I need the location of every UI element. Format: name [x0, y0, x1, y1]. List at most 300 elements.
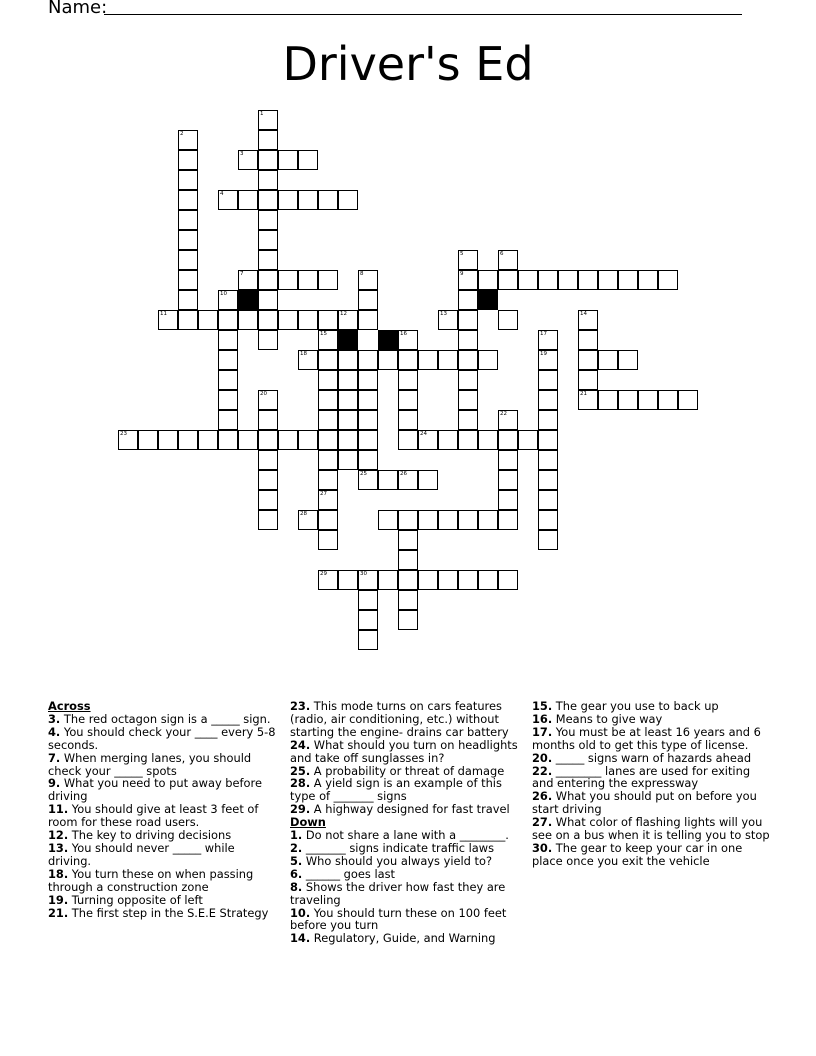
grid-cell[interactable]: [358, 630, 378, 650]
grid-cell[interactable]: [298, 270, 318, 290]
grid-cell[interactable]: [338, 370, 358, 390]
grid-cell[interactable]: [458, 370, 478, 390]
grid-cell[interactable]: [358, 370, 378, 390]
clue-text: The key to driving decisions: [68, 828, 232, 843]
grid-cell[interactable]: [458, 250, 478, 270]
grid-cell[interactable]: [538, 370, 558, 390]
clue-number: 27: [320, 491, 327, 497]
grid-cell[interactable]: [178, 150, 198, 170]
grid-cell[interactable]: [578, 270, 598, 290]
grid-cell[interactable]: [278, 270, 298, 290]
grid-cell[interactable]: [418, 510, 438, 530]
grid-cell[interactable]: [498, 430, 518, 450]
clue-number: 28: [300, 511, 307, 517]
grid-cell[interactable]: [198, 430, 218, 450]
grid-cell[interactable]: [518, 430, 538, 450]
grid-cell[interactable]: [458, 350, 478, 370]
clue-number-label: 15.: [532, 699, 553, 713]
grid-cell[interactable]: [178, 230, 198, 250]
grid-cell[interactable]: [258, 230, 278, 250]
grid-cell[interactable]: [598, 270, 618, 290]
grid-cell[interactable]: [398, 390, 418, 410]
grid-cell[interactable]: [318, 530, 338, 550]
grid-cell[interactable]: [258, 110, 278, 130]
clue-number: 22: [500, 411, 507, 417]
clue-text: You must be at least 16 years and 6 months old to get this type of license.: [532, 724, 761, 752]
grid-cell[interactable]: [498, 490, 518, 510]
grid-cell[interactable]: [178, 250, 198, 270]
grid-cell[interactable]: [218, 430, 238, 450]
grid-cell[interactable]: [358, 430, 378, 450]
clue-text: Shows the driver how fast they are traveling: [290, 879, 506, 907]
clue-text: ________ lanes are used for exiting and entering the expressway: [532, 763, 751, 791]
clue-item: [48, 752, 276, 778]
grid-cell[interactable]: [518, 270, 538, 290]
grid-cell[interactable]: [578, 370, 598, 390]
clues-column-3: [532, 700, 772, 868]
grid-cell[interactable]: [258, 430, 278, 450]
grid-cell[interactable]: [358, 450, 378, 470]
clue-text: Who should you always yield to?: [302, 853, 493, 868]
clue-text: You should never _____ while driving.: [48, 840, 235, 868]
grid-cell[interactable]: [298, 510, 318, 530]
grid-cell[interactable]: [178, 430, 198, 450]
clue-number-label: 30.: [532, 840, 553, 855]
clue-number-label: 8.: [290, 879, 303, 894]
grid-cell[interactable]: [658, 390, 678, 410]
grid-cell[interactable]: [258, 490, 278, 510]
grid-cell[interactable]: [258, 130, 278, 150]
grid-cell[interactable]: [398, 470, 418, 490]
grid-cell[interactable]: [458, 270, 478, 290]
grid-cell[interactable]: [358, 470, 378, 490]
clue-number: 26: [400, 471, 407, 477]
grid-cell[interactable]: [178, 190, 198, 210]
clue-text: What should you turn on headlights and take off sunglasses in?: [290, 737, 518, 765]
grid-cell[interactable]: [178, 270, 198, 290]
grid-cell[interactable]: [498, 270, 518, 290]
clue-item: [290, 777, 522, 803]
grid-cell[interactable]: [258, 170, 278, 190]
grid-cell[interactable]: [538, 410, 558, 430]
grid-cell[interactable]: [318, 470, 338, 490]
clue-number-label: 20.: [532, 750, 553, 765]
clue-number-label: 17.: [532, 724, 553, 739]
grid-cell[interactable]: [498, 470, 518, 490]
grid-cell[interactable]: [258, 390, 278, 410]
clue-item: [48, 842, 276, 868]
grid-cell[interactable]: [198, 310, 218, 330]
down-heading: Down: [290, 815, 326, 830]
grid-cell[interactable]: [158, 310, 178, 330]
grid-cell[interactable]: [418, 470, 438, 490]
grid-cell[interactable]: [458, 510, 478, 530]
clue-number-label: 3.: [48, 711, 61, 726]
grid-cell[interactable]: [358, 590, 378, 610]
clue-text: The red octagon sign is a _____ sign.: [60, 711, 271, 726]
clue-number: 5: [460, 251, 464, 257]
clue-number-label: 5.: [290, 853, 303, 868]
grid-cell[interactable]: [138, 430, 158, 450]
grid-cell[interactable]: [378, 510, 398, 530]
clue-number: 17: [540, 331, 547, 337]
grid-cell[interactable]: [398, 610, 418, 630]
grid-cell[interactable]: [338, 430, 358, 450]
clue-item: [48, 868, 276, 894]
grid-cell[interactable]: [378, 470, 398, 490]
grid-cell[interactable]: [478, 270, 498, 290]
grid-cell[interactable]: [158, 430, 178, 450]
clue-number: 29: [320, 571, 327, 577]
grid-cell[interactable]: [378, 350, 398, 370]
grid-cell[interactable]: [358, 570, 378, 590]
clue-number-label: 22.: [532, 763, 553, 778]
clue-item: [532, 726, 772, 752]
grid-cell[interactable]: [398, 410, 418, 430]
black-cell: [238, 290, 258, 310]
grid-cell[interactable]: [398, 430, 418, 450]
clue-item: [290, 700, 522, 739]
grid-cell[interactable]: [678, 390, 698, 410]
clue-text: What you should put on before you start driving: [532, 789, 757, 817]
grid-cell[interactable]: [458, 310, 478, 330]
grid-cell[interactable]: [318, 430, 338, 450]
clue-number-label: 25.: [290, 763, 311, 778]
grid-cell[interactable]: [618, 350, 638, 370]
grid-cell[interactable]: [218, 330, 238, 350]
clue-text: This mode turns on cars features (radio, air conditioning, etc.) without starting the engine- drains car battery: [290, 699, 509, 739]
clue-number: 2: [180, 131, 184, 137]
grid-cell[interactable]: [278, 150, 298, 170]
clue-number: 11: [160, 311, 167, 317]
clue-number-label: 6.: [290, 866, 303, 881]
grid-cell[interactable]: [578, 310, 598, 330]
clue-number-label: 12.: [48, 828, 69, 843]
grid-cell[interactable]: [238, 150, 258, 170]
grid-cell[interactable]: [178, 170, 198, 190]
grid-cell[interactable]: [478, 510, 498, 530]
grid-cell[interactable]: [498, 570, 518, 590]
grid-cell[interactable]: [318, 330, 338, 350]
grid-cell[interactable]: [358, 390, 378, 410]
grid-cell[interactable]: [318, 190, 338, 210]
grid-cell[interactable]: [338, 570, 358, 590]
grid-cell[interactable]: [218, 350, 238, 370]
clue-text: _______ signs indicate traffic laws: [302, 840, 495, 855]
clue-text: The gear to keep your car in one place once you exit the vehicle: [532, 840, 743, 868]
grid-cell[interactable]: [538, 270, 558, 290]
clue-text: The gear you use to back up: [552, 699, 719, 713]
grid-cell[interactable]: [258, 210, 278, 230]
clue-text: You should turn these on 100 feet before you turn: [290, 905, 507, 933]
grid-cell[interactable]: [258, 310, 278, 330]
grid-cell[interactable]: [338, 190, 358, 210]
clue-text: Do not share a lane with a ________.: [302, 828, 509, 843]
grid-cell[interactable]: [398, 350, 418, 370]
grid-cell[interactable]: [458, 430, 478, 450]
clue-number: 4: [220, 191, 224, 197]
grid-cell[interactable]: [398, 590, 418, 610]
clue-text: You should give at least 3 feet of room for these road users.: [48, 802, 259, 830]
grid-cell[interactable]: [278, 190, 298, 210]
grid-cell[interactable]: [318, 370, 338, 390]
clue-number: 1: [260, 111, 264, 117]
clue-number: 3: [240, 151, 244, 157]
grid-cell[interactable]: [458, 570, 478, 590]
clue-number-label: 11.: [48, 802, 69, 817]
grid-cell[interactable]: [398, 370, 418, 390]
grid-cell[interactable]: [178, 130, 198, 150]
grid-cell[interactable]: [178, 290, 198, 310]
grid-cell[interactable]: [258, 270, 278, 290]
clue-number-label: 10.: [290, 905, 311, 920]
grid-cell[interactable]: [438, 430, 458, 450]
clue-number: 23: [120, 431, 127, 437]
grid-cell[interactable]: [358, 410, 378, 430]
grid-cell[interactable]: [458, 330, 478, 350]
clue-item: [532, 790, 772, 816]
clue-item: [290, 932, 522, 945]
grid-cell[interactable]: [418, 570, 438, 590]
grid-cell[interactable]: [398, 530, 418, 550]
grid-cell[interactable]: [658, 270, 678, 290]
clue-number: 12: [340, 311, 347, 317]
clue-number: 19: [540, 351, 547, 357]
grid-cell[interactable]: [638, 390, 658, 410]
clue-number: 13: [440, 311, 447, 317]
clue-item: [532, 816, 772, 842]
grid-cell[interactable]: [218, 310, 238, 330]
clue-number: 10: [220, 291, 227, 297]
clue-number-label: 19.: [48, 892, 69, 907]
grid-cell[interactable]: [318, 270, 338, 290]
clue-number: 8: [360, 271, 364, 277]
clue-item: [290, 739, 522, 765]
grid-cell[interactable]: [378, 570, 398, 590]
clue-item: [48, 777, 276, 803]
grid-cell[interactable]: [338, 410, 358, 430]
clue-number: 16: [400, 331, 407, 337]
grid-cell[interactable]: [478, 570, 498, 590]
clue-number: 18: [300, 351, 307, 357]
clue-number-label: 2.: [290, 840, 303, 855]
grid-cell[interactable]: [538, 450, 558, 470]
grid-cell[interactable]: [498, 510, 518, 530]
grid-cell[interactable]: [418, 430, 438, 450]
grid-cell[interactable]: [478, 350, 498, 370]
clue-number: 25: [360, 471, 367, 477]
grid-cell[interactable]: [238, 190, 258, 210]
clue-item: [48, 803, 276, 829]
name-label: Name:: [48, 0, 108, 18]
grid-cell[interactable]: [458, 410, 478, 430]
grid-cell[interactable]: [538, 510, 558, 530]
grid-cell[interactable]: [578, 330, 598, 350]
clue-number-label: 29.: [290, 802, 311, 817]
clue-number-label: 28.: [290, 776, 311, 791]
grid-cell[interactable]: [498, 410, 518, 430]
clue-text: A probability or threat of damage: [310, 763, 505, 778]
grid-cell[interactable]: [618, 270, 638, 290]
grid-cell[interactable]: [338, 390, 358, 410]
clue-text: Regulatory, Guide, and Warning: [310, 931, 496, 946]
clue-text: Means to give way: [552, 711, 663, 726]
grid-cell[interactable]: [458, 390, 478, 410]
across-heading: Across: [48, 699, 91, 713]
clue-item: [48, 726, 276, 752]
grid-cell[interactable]: [258, 250, 278, 270]
clue-number: 20: [260, 391, 267, 397]
clue-number: 6: [500, 251, 504, 257]
clue-number: 30: [360, 571, 367, 577]
grid-cell[interactable]: [218, 370, 238, 390]
grid-cell[interactable]: [358, 290, 378, 310]
grid-cell[interactable]: [338, 350, 358, 370]
grid-cell[interactable]: [258, 150, 278, 170]
grid-cell[interactable]: [318, 450, 338, 470]
grid-cell[interactable]: [398, 510, 418, 530]
grid-cell[interactable]: [318, 310, 338, 330]
clue-text: The first step in the S.E.E Strategy: [68, 905, 269, 920]
grid-cell[interactable]: [318, 510, 338, 530]
grid-cell[interactable]: [358, 350, 378, 370]
grid-cell[interactable]: [218, 410, 238, 430]
clue-number-label: 9.: [48, 776, 61, 791]
clue-item: [48, 907, 276, 920]
clue-number-label: 26.: [532, 789, 553, 804]
grid-cell[interactable]: [358, 270, 378, 290]
grid-cell[interactable]: [318, 570, 338, 590]
grid-cell[interactable]: [118, 430, 138, 450]
clues-column-2: [290, 700, 522, 945]
grid-cell[interactable]: [598, 390, 618, 410]
clue-number-label: 18.: [48, 866, 69, 881]
grid-cell[interactable]: [398, 550, 418, 570]
grid-cell[interactable]: [218, 190, 238, 210]
grid-cell[interactable]: [278, 310, 298, 330]
clue-text: _____ signs warn of hazards ahead: [552, 750, 752, 765]
grid-cell[interactable]: [538, 490, 558, 510]
grid-cell[interactable]: [358, 310, 378, 330]
clue-number-label: 7.: [48, 750, 61, 765]
grid-cell[interactable]: [538, 330, 558, 350]
grid-cell[interactable]: [498, 450, 518, 470]
clue-text: When merging lanes, you should check your _____ spots: [48, 750, 252, 778]
grid-cell[interactable]: [258, 510, 278, 530]
clue-number: 15: [320, 331, 327, 337]
clue-number-label: 16.: [532, 711, 553, 726]
grid-cell[interactable]: [238, 310, 258, 330]
grid-cell[interactable]: [558, 270, 578, 290]
clue-number-label: 13.: [48, 840, 69, 855]
grid-cell[interactable]: [238, 270, 258, 290]
grid-cell[interactable]: [298, 310, 318, 330]
grid-cell[interactable]: [318, 390, 338, 410]
clue-number-label: 24.: [290, 737, 311, 752]
grid-cell[interactable]: [418, 350, 438, 370]
grid-cell[interactable]: [398, 570, 418, 590]
clues-column-1: [48, 700, 276, 919]
grid-cell[interactable]: [578, 350, 598, 370]
grid-cell[interactable]: [218, 290, 238, 310]
grid-cell[interactable]: [318, 350, 338, 370]
grid-cell[interactable]: [218, 390, 238, 410]
clue-item: [290, 881, 522, 907]
clue-item: [532, 765, 772, 791]
clue-text: What color of flashing lights will you see on a bus when it is telling you to stop: [532, 815, 770, 843]
grid-cell[interactable]: [298, 430, 318, 450]
clue-item: [290, 907, 522, 933]
clue-number: 7: [240, 271, 244, 277]
grid-cell[interactable]: [498, 250, 518, 270]
grid-cell[interactable]: [258, 470, 278, 490]
grid-cell[interactable]: [438, 350, 458, 370]
clue-number-label: 1.: [290, 828, 303, 843]
clue-text: What you need to put away before driving: [48, 776, 262, 804]
grid-cell[interactable]: [358, 610, 378, 630]
grid-cell[interactable]: [538, 390, 558, 410]
grid-cell[interactable]: [258, 330, 278, 350]
clue-text: You turn these on when passing through a construction zone: [48, 866, 254, 894]
clue-text: You should check your ____ every 5-8 seconds.: [48, 724, 276, 752]
black-cell: [478, 290, 498, 310]
grid-cell[interactable]: [598, 350, 618, 370]
grid-cell[interactable]: [538, 530, 558, 550]
page-title: Driver's Ed: [282, 37, 534, 91]
clue-text: ______ goes last: [302, 866, 395, 881]
grid-cell[interactable]: [638, 270, 658, 290]
black-cell: [338, 330, 358, 350]
grid-cell[interactable]: [298, 190, 318, 210]
clue-number-label: 4.: [48, 724, 61, 739]
grid-cell[interactable]: [438, 310, 458, 330]
grid-cell[interactable]: [478, 430, 498, 450]
grid-cell[interactable]: [538, 430, 558, 450]
grid-cell[interactable]: [258, 290, 278, 310]
grid-cell[interactable]: [238, 430, 258, 450]
grid-cell[interactable]: [278, 430, 298, 450]
clue-number-label: 23.: [290, 699, 311, 713]
clue-number: 14: [580, 311, 587, 317]
grid-cell[interactable]: [438, 570, 458, 590]
grid-cell[interactable]: [318, 410, 338, 430]
clue-number-label: 14.: [290, 931, 311, 946]
grid-cell[interactable]: [498, 310, 518, 330]
grid-cell[interactable]: [538, 350, 558, 370]
grid-cell[interactable]: [258, 450, 278, 470]
grid-cell[interactable]: [458, 290, 478, 310]
grid-cell[interactable]: [318, 490, 338, 510]
grid-cell[interactable]: [258, 190, 278, 210]
grid-cell[interactable]: [578, 390, 598, 410]
clue-number: 9: [460, 271, 464, 277]
clue-text: Turning opposite of left: [68, 892, 203, 907]
clue-item: [532, 842, 772, 868]
grid-cell[interactable]: [338, 450, 358, 470]
grid-cell[interactable]: [438, 510, 458, 530]
grid-cell[interactable]: [298, 150, 318, 170]
grid-cell[interactable]: [338, 310, 358, 330]
grid-cell[interactable]: [398, 330, 418, 350]
grid-cell[interactable]: [258, 410, 278, 430]
grid-cell[interactable]: [178, 210, 198, 230]
clue-number-label: 21.: [48, 905, 69, 920]
clue-number: 24: [420, 431, 427, 437]
grid-cell[interactable]: [618, 390, 638, 410]
grid-cell[interactable]: [298, 350, 318, 370]
grid-cell[interactable]: [178, 310, 198, 330]
grid-cell[interactable]: [538, 470, 558, 490]
